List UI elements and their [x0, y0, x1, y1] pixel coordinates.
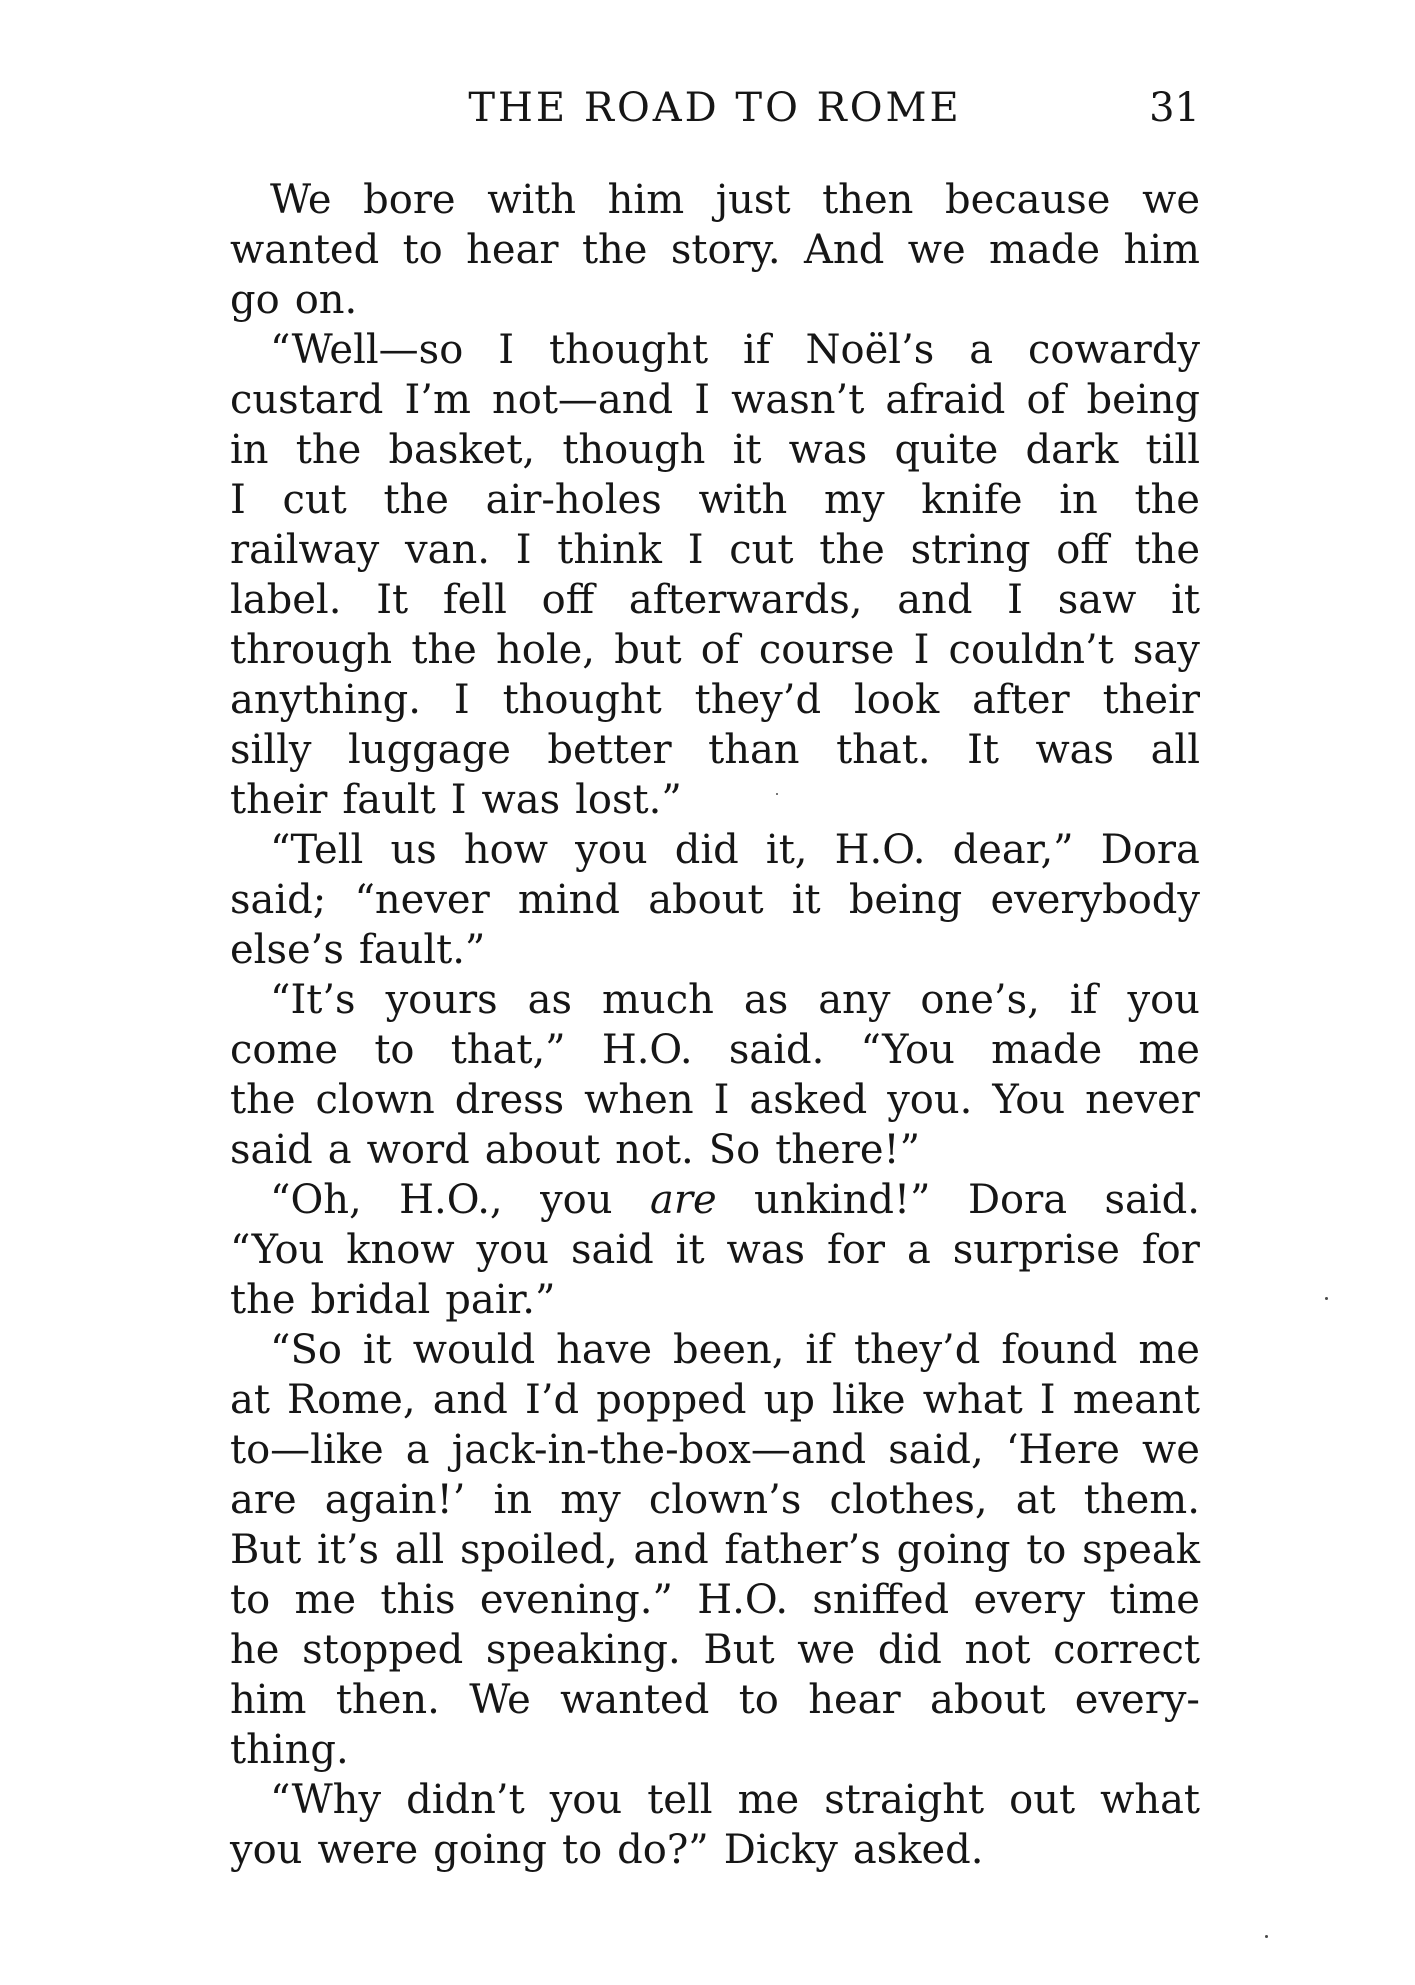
word: else’s: [230, 927, 344, 973]
word: couldn’t: [948, 627, 1114, 673]
word: a: [969, 327, 994, 373]
word: it: [675, 1227, 705, 1273]
word: bridal: [310, 1277, 431, 1323]
word: the: [819, 527, 885, 573]
word: afterwards,: [628, 577, 863, 623]
word: the: [1134, 527, 1200, 573]
word: “Tell: [270, 827, 364, 873]
word: anything.: [230, 677, 421, 723]
word: but: [614, 627, 682, 673]
word: and: [432, 1377, 508, 1423]
word: surprise: [952, 1227, 1120, 1273]
word: story.: [670, 227, 781, 273]
word: knife: [921, 477, 1023, 523]
page-number: 31: [1149, 85, 1200, 131]
word: you: [476, 1227, 549, 1273]
word: custard: [230, 377, 384, 423]
word: off: [541, 577, 595, 623]
word: H.O.: [834, 827, 926, 873]
word: how: [463, 827, 548, 873]
word: of: [1026, 377, 1066, 423]
word: ‘Here: [1005, 1427, 1120, 1473]
word: “You: [860, 1027, 955, 1073]
word: wasn’t: [731, 377, 865, 423]
word: I: [913, 627, 930, 673]
word: if: [805, 1327, 833, 1373]
word: him: [607, 177, 685, 223]
word: not: [964, 1627, 1031, 1673]
word: up: [763, 1377, 815, 1423]
word: popped: [596, 1377, 747, 1423]
word: come: [230, 1027, 339, 1073]
word: think: [557, 527, 662, 573]
word: time: [1109, 1577, 1200, 1623]
text-line: [230, 475, 1200, 525]
word: a: [405, 1427, 430, 1473]
word: But: [230, 1527, 302, 1573]
word: of: [700, 627, 740, 673]
text-line: [230, 625, 1200, 675]
word: me: [1138, 1027, 1200, 1073]
word: to: [230, 1577, 271, 1623]
text-line: [230, 425, 1200, 475]
word: me: [1138, 1327, 1200, 1373]
word: It: [376, 577, 409, 623]
word: in: [493, 1477, 533, 1523]
word: again!’: [324, 1477, 466, 1523]
word: I: [450, 777, 467, 823]
word: you: [540, 1177, 613, 1223]
text-line: [230, 975, 1200, 1025]
word: in: [230, 427, 269, 473]
word: like: [832, 1377, 906, 1423]
word: said,: [888, 1427, 984, 1473]
word: that.: [836, 727, 931, 773]
word: about: [484, 1127, 601, 1173]
word: I’d: [525, 1377, 580, 1423]
word: asked.: [852, 1827, 984, 1873]
word: thing.: [230, 1727, 349, 1773]
word: what: [922, 1377, 1023, 1423]
word: to—like: [230, 1427, 384, 1473]
word: spoiled,: [459, 1527, 618, 1573]
word: afraid: [885, 377, 1006, 423]
text-line: [230, 1225, 1200, 1275]
text-line: [230, 1725, 1200, 1775]
text-line: [230, 675, 1200, 725]
word: that,”: [450, 1027, 566, 1073]
word: made: [991, 1027, 1103, 1073]
word: and: [897, 577, 973, 623]
word: than: [708, 727, 800, 773]
word: “never: [354, 877, 490, 923]
word: they’d: [853, 1327, 981, 1373]
word: better: [547, 727, 672, 773]
running-title: THE ROAD TO ROME: [468, 85, 962, 131]
word: this: [380, 1577, 456, 1623]
word: unkind!”: [754, 1177, 931, 1223]
word: did: [674, 827, 739, 873]
word: on.: [294, 277, 358, 323]
word: father’s: [724, 1527, 881, 1573]
text-line: [230, 175, 1200, 225]
word: with: [487, 177, 577, 223]
word: as: [527, 977, 573, 1023]
word: I’m: [404, 377, 471, 423]
word: to: [402, 227, 443, 273]
word: was: [1035, 727, 1115, 773]
word: meant: [1072, 1377, 1200, 1423]
text-line: [230, 1625, 1200, 1675]
word: Noël’s: [805, 327, 935, 373]
word: clown’s: [648, 1477, 802, 1523]
word: didn’t: [406, 1777, 525, 1823]
word: we: [797, 1627, 856, 1673]
word: their: [230, 777, 328, 823]
word: dress: [454, 1077, 565, 1123]
text-line: [230, 1675, 1200, 1725]
word: clown: [315, 1077, 435, 1123]
word: said: [230, 1127, 313, 1173]
word: the: [295, 427, 362, 473]
word: speak: [1082, 1527, 1200, 1573]
word: never: [1085, 1077, 1200, 1123]
word: dear,”: [952, 827, 1074, 873]
word: the: [230, 1077, 296, 1123]
word: have: [556, 1327, 653, 1373]
word: though: [562, 427, 706, 473]
stray-mark: [1265, 1935, 1268, 1938]
text-line: [230, 1325, 1200, 1375]
word: hole,: [496, 627, 596, 673]
word: the: [581, 227, 648, 273]
word: after: [972, 677, 1070, 723]
word: going: [433, 1827, 548, 1873]
word: their: [1102, 677, 1200, 723]
word: cowardy: [1028, 327, 1200, 373]
word: it: [791, 877, 821, 923]
word: my: [824, 477, 885, 523]
word: quite: [894, 427, 999, 473]
word: But: [703, 1627, 775, 1673]
word: know: [346, 1227, 455, 1273]
word: much: [602, 977, 714, 1023]
word: it,: [765, 827, 808, 873]
word: van.: [405, 527, 490, 573]
word: look: [853, 677, 940, 723]
word: air-holes: [485, 477, 662, 523]
stray-mark: [776, 793, 778, 795]
word: with: [698, 477, 788, 523]
word: did: [877, 1627, 942, 1673]
word: clothes,: [829, 1477, 988, 1523]
word: them.: [1083, 1477, 1200, 1523]
running-head: [230, 78, 1200, 138]
word: H.O.,: [399, 1177, 503, 1223]
word: straight: [824, 1777, 985, 1823]
word: every-: [1074, 1677, 1200, 1723]
word: correct: [1053, 1627, 1200, 1673]
text-line: [230, 575, 1200, 625]
word: a: [906, 1227, 931, 1273]
word: because: [944, 177, 1111, 223]
text-line: [230, 725, 1200, 775]
word: say: [1132, 627, 1200, 673]
word: So: [708, 1127, 761, 1173]
word: thought: [502, 677, 662, 723]
word: railway: [230, 527, 380, 573]
word: said.: [1104, 1177, 1200, 1223]
word: Dora: [1100, 827, 1200, 873]
word: you: [1127, 977, 1200, 1023]
word: what: [1100, 1777, 1200, 1823]
word: for: [827, 1227, 886, 1273]
word: him: [1123, 227, 1200, 273]
word: jack-in-the-box—and: [451, 1427, 867, 1473]
word: me: [737, 1777, 800, 1823]
text-line: [230, 1375, 1200, 1425]
word: We: [469, 1677, 531, 1723]
word: us: [390, 827, 437, 873]
word: tell: [647, 1777, 713, 1823]
word: out: [1009, 1777, 1076, 1823]
word: about: [930, 1677, 1046, 1723]
word: it: [1171, 577, 1200, 623]
word: I: [713, 1077, 730, 1123]
word: to: [562, 1827, 603, 1873]
word: was: [726, 1227, 806, 1273]
text-line: [230, 1775, 1200, 1825]
word: evening.”: [479, 1577, 673, 1623]
word: to: [374, 1027, 415, 1073]
text-line: [230, 1025, 1200, 1075]
text-line: [230, 1175, 1200, 1225]
word: made: [989, 227, 1101, 273]
word: bore: [363, 177, 456, 223]
word: found: [1001, 1327, 1118, 1373]
word: wanted: [230, 227, 380, 273]
text-line: [230, 1475, 1200, 1525]
word: label.: [230, 577, 342, 623]
text-line: [230, 525, 1200, 575]
word: “It’s: [270, 977, 356, 1023]
word: was: [481, 777, 561, 823]
word: him: [230, 1677, 307, 1723]
text-line: [230, 275, 1200, 325]
word: at: [1015, 1477, 1056, 1523]
word: go: [230, 277, 280, 323]
word: off: [1056, 527, 1109, 573]
word: every: [973, 1577, 1086, 1623]
word: the: [1134, 477, 1200, 523]
text-line: [230, 1825, 1200, 1875]
word: and: [633, 1527, 709, 1573]
text-line: [230, 375, 1200, 425]
word: you: [230, 1827, 303, 1873]
body-text: [230, 175, 1200, 1875]
word: I: [694, 377, 711, 423]
word: saw: [1057, 577, 1137, 623]
word: we: [1142, 1427, 1200, 1473]
word: sniffed: [812, 1577, 950, 1623]
word: wanted: [560, 1677, 710, 1723]
word: then: [822, 177, 914, 223]
word: for: [1141, 1227, 1200, 1273]
text-line: [230, 225, 1200, 275]
word: if: [742, 327, 771, 373]
word: they’d: [694, 677, 822, 723]
stray-mark: [1325, 1297, 1328, 1300]
word: silly: [230, 727, 312, 773]
word: then.: [335, 1677, 440, 1723]
word: “You: [230, 1227, 325, 1273]
word: my: [560, 1477, 621, 1523]
word: fell: [442, 577, 507, 623]
text-line: [230, 1425, 1200, 1475]
word: fault.”: [358, 927, 486, 973]
word: through: [230, 627, 393, 673]
word: stopped: [302, 1627, 464, 1673]
word: pair.”: [445, 1277, 556, 1323]
word: basket,: [388, 427, 536, 473]
word: to: [1026, 1527, 1067, 1573]
word: string: [910, 527, 1031, 573]
word: about: [648, 877, 764, 923]
text-line: [230, 1125, 1200, 1175]
word: not.: [615, 1127, 694, 1173]
word: not—and: [491, 377, 674, 423]
word: if: [1069, 977, 1098, 1023]
word: “So: [270, 1327, 342, 1373]
word: it’s: [316, 1527, 380, 1573]
word: you: [575, 827, 648, 873]
word: at: [230, 1377, 270, 1423]
word: being: [848, 877, 963, 923]
word: lost.”: [575, 777, 682, 823]
word: the: [230, 1277, 296, 1323]
word: asked: [749, 1077, 868, 1123]
word: as: [743, 977, 789, 1023]
text-line: [230, 775, 1200, 825]
text-line: [230, 825, 1200, 875]
text-line: [230, 1075, 1200, 1125]
word: all: [1150, 727, 1200, 773]
word: going: [896, 1527, 1011, 1573]
word: cut: [729, 527, 794, 573]
word: I: [515, 527, 532, 573]
word: Rome,: [287, 1377, 416, 1423]
text-line: [230, 875, 1200, 925]
word: said: [570, 1227, 654, 1273]
word: the: [383, 477, 449, 523]
word: everybody: [990, 877, 1200, 923]
word: hear: [466, 227, 559, 273]
word: word: [366, 1127, 470, 1173]
text-line: [230, 325, 1200, 375]
word: were: [317, 1827, 419, 1873]
word: a: [327, 1127, 352, 1173]
word: Dora: [967, 1177, 1068, 1223]
word: We: [270, 177, 332, 223]
word: it: [732, 427, 762, 473]
word: course: [758, 627, 895, 673]
word: was: [788, 427, 868, 473]
word: “Why: [270, 1777, 382, 1823]
word: there!”: [775, 1127, 921, 1173]
word: I: [1007, 577, 1023, 623]
word: till: [1145, 427, 1200, 473]
word: I: [453, 677, 470, 723]
word: been,: [673, 1327, 785, 1373]
text-line: [230, 1525, 1200, 1575]
word: hear: [808, 1677, 901, 1723]
word: it: [362, 1327, 392, 1373]
word: in: [1059, 477, 1098, 523]
word: You: [992, 1077, 1066, 1123]
word: thought: [548, 327, 709, 373]
word: being: [1086, 377, 1200, 423]
word: to: [738, 1677, 779, 1723]
word: speaking.: [485, 1627, 681, 1673]
word: are: [649, 1177, 717, 1223]
word: we: [1142, 177, 1200, 223]
word: are: [230, 1477, 297, 1523]
word: It: [967, 727, 999, 773]
word: when: [584, 1077, 694, 1123]
word: would: [412, 1327, 536, 1373]
text-line: [230, 1275, 1200, 1325]
word: all: [394, 1527, 445, 1573]
word: any: [818, 977, 891, 1023]
word: cut: [282, 477, 347, 523]
word: “Oh,: [270, 1177, 362, 1223]
word: you.: [887, 1077, 973, 1123]
word: one’s,: [920, 977, 1040, 1023]
word: Dicky: [723, 1827, 838, 1873]
text-line: [230, 1575, 1200, 1625]
word: dark: [1025, 427, 1119, 473]
word: the: [411, 627, 477, 673]
word: me: [294, 1577, 357, 1623]
word: fault: [342, 777, 436, 823]
word: H.O.: [601, 1027, 693, 1073]
word: I: [1039, 1377, 1056, 1423]
text-line: [230, 925, 1200, 975]
word: I: [687, 527, 704, 573]
word: just: [715, 177, 791, 223]
word: he: [230, 1627, 280, 1673]
word: you: [549, 1777, 623, 1823]
word: we: [907, 227, 966, 273]
word: “Well—so: [270, 327, 464, 373]
word: I: [230, 477, 246, 523]
word: do?”: [617, 1827, 709, 1873]
word: said;: [230, 877, 327, 923]
word: I: [498, 327, 515, 373]
word: And: [804, 227, 885, 273]
word: yours: [385, 977, 498, 1023]
word: said.: [728, 1027, 825, 1073]
word: luggage: [348, 727, 511, 773]
word: mind: [517, 877, 620, 923]
word: H.O.: [697, 1577, 789, 1623]
